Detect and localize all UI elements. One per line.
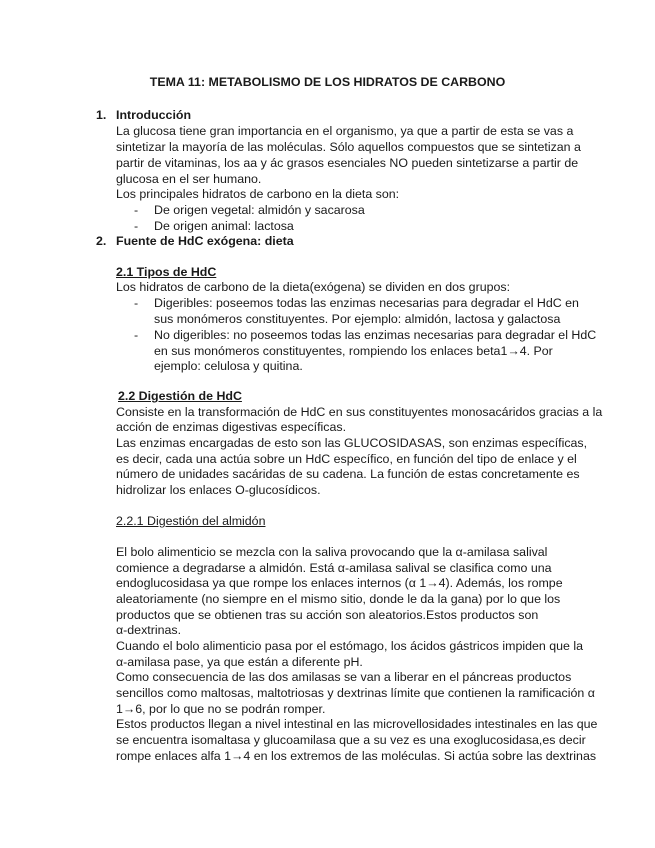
paragraph-line: Consiste en la transformación de HdC en sus constituyentes monosacáridos gracias a la bbox=[116, 405, 603, 419]
list-item-continuation: sus monómeros constituyentes. Por ejemplo: almidón, lactosa y galactosa bbox=[154, 312, 561, 326]
paragraph-line: productos que se obtienen tras su acción son aleatorios.Estos productos son bbox=[116, 608, 539, 622]
paragraph-line: rompe enlaces alfa 1→4 en los extremos de las moléculas. Si actúa sobre las dextrinas bbox=[116, 749, 597, 763]
paragraph-line: se encuentra isomaltasa y glucoamilasa que a su vez es una exoglucosidasa,es decir bbox=[116, 733, 586, 747]
subsection-2-2-heading: 2.2 Digestión de HdC bbox=[118, 389, 242, 403]
paragraph-line: Como consecuencia de las dos amilasas se van a liberar en el páncreas productos bbox=[116, 670, 572, 684]
paragraph-line: Cuando el bolo alimenticio pasa por el estómago, los ácidos gástricos impiden que la bbox=[116, 639, 583, 653]
paragraph-line: α-dextrinas. bbox=[116, 623, 182, 637]
bullet-dash: - bbox=[134, 328, 139, 342]
list-item: Digeribles: poseemos todas las enzimas necesarias para degradar el HdC en bbox=[154, 296, 579, 310]
bullet-dash: - bbox=[134, 219, 139, 233]
paragraph-line: Los principales hidratos de carbono en la dieta son: bbox=[116, 187, 400, 201]
paragraph-line: glucosa en el ser humano. bbox=[116, 172, 262, 186]
list-item-continuation: ejemplo: celulosa y quitina. bbox=[154, 359, 303, 373]
paragraph-line: es decir, cada una actúa sobre un HdC específico, en función del tipo de enlace y el bbox=[116, 452, 577, 466]
paragraph-line: La glucosa tiene gran importancia en el organismo, ya que a partir de esta se vas a bbox=[116, 124, 574, 138]
list-item: De origen animal: lactosa bbox=[154, 219, 294, 233]
page-title: TEMA 11: METABOLISMO DE LOS HIDRATOS DE CARBONO bbox=[149, 75, 506, 89]
paragraph-line: El bolo alimenticio se mezcla con la saliva provocando que la α-amilasa salival bbox=[116, 545, 548, 559]
subsection-2-1-heading: 2.1 Tipos de HdC bbox=[116, 265, 217, 279]
section-2-heading: Fuente de HdC exógena: dieta bbox=[116, 234, 294, 248]
paragraph-line: hidrolizar los enlaces O-glucosídicos. bbox=[116, 483, 321, 497]
paragraph-line: acción de enzimas digestivas específicas. bbox=[116, 420, 347, 434]
paragraph-line: aleatoriamente (no siempre en el mismo sitio, donde le da la gana) por lo que los bbox=[116, 592, 561, 606]
paragraph-line: Las enzimas encargadas de esto son las GLUCOSIDASAS, son enzimas específicas, bbox=[116, 436, 588, 450]
paragraph-line: sintetizar la mayoría de las moléculas. Sólo aquellos compuestos que se sintetizan a bbox=[116, 140, 581, 154]
section-1-heading: Introducción bbox=[116, 108, 192, 122]
section-2-number: 2. bbox=[96, 234, 107, 248]
subsection-2-2-1-heading: 2.2.1 Digestión del almidón bbox=[116, 514, 266, 528]
section-1-number: 1. bbox=[96, 108, 107, 122]
paragraph-line: número de unidades sacáridas de su cadena. La función de estas concretamente es bbox=[116, 467, 580, 481]
paragraph-line: Los hidratos de carbono de la dieta(exógena) se dividen en dos grupos: bbox=[116, 280, 511, 294]
paragraph-line: Estos productos llegan a nivel intestinal en las microvellosidades intestinales en las que bbox=[116, 717, 598, 731]
bullet-dash: - bbox=[134, 203, 139, 217]
paragraph-line: 1→6, por lo que no se podrán romper. bbox=[116, 702, 326, 716]
paragraph-line: sencillos como maltosas, maltotriosas y dextrinas límite que contienen la ramificación α bbox=[116, 686, 595, 700]
paragraph-line: endoglucosidasa ya que rompe los enlaces internos (α 1→4). Además, los rompe bbox=[116, 576, 563, 590]
paragraph-line: α-amilasa pase, ya que están a diferente pH. bbox=[116, 655, 363, 669]
list-item-continuation: en sus monómeros constituyentes, rompiendo los enlaces beta1→4. Por bbox=[154, 344, 553, 358]
paragraph-line: comience a degradarse a almidón. Está α-amilasa salival se clasifica como una bbox=[116, 561, 552, 575]
bullet-dash: - bbox=[134, 296, 139, 310]
list-item: De origen vegetal: almidón y sacarosa bbox=[154, 203, 365, 217]
list-item: No digeribles: no poseemos todas las enzimas necesarias para degradar el HdC bbox=[154, 328, 597, 342]
paragraph-line: partir de vitaminas, los aa y ác grasos esenciales NO pueden sintetizarse a partir de bbox=[116, 156, 579, 170]
